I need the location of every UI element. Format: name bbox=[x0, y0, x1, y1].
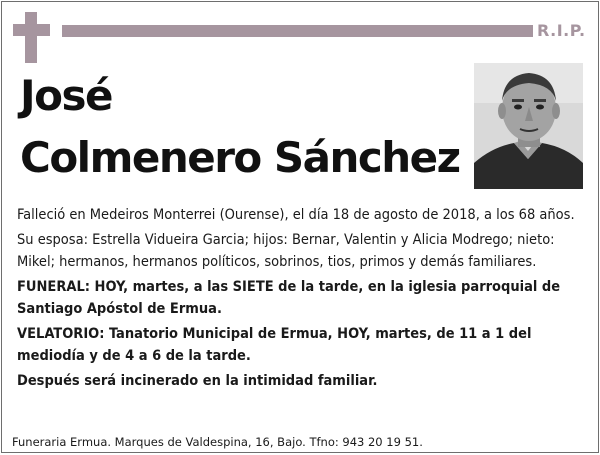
cross-icon-bar bbox=[13, 24, 50, 36]
wake-paragraph: VELATORIO: Tanatorio Municipal de Ermua, HOY, martes, de 11 a 1 del mediodía y de 4 a 6 de la tarde. bbox=[17, 326, 532, 364]
portrait-photo-icon bbox=[474, 63, 583, 189]
deceased-surnames: Colmenero Sánchez bbox=[20, 133, 460, 182]
obituary-body bbox=[17, 204, 582, 395]
family-paragraph: Su esposa: Estrella Vidueira Garcia; hijos: Bernar, Valentin y Alicia Modrego; nieto: Mikel; hermanos, hermanos políticos, sobrinos, tios, primos y demás familiares. bbox=[17, 232, 555, 270]
deceased-first-name: José bbox=[20, 71, 112, 120]
cremation-paragraph: Después será incinerado en la intimidad familiar. bbox=[17, 373, 378, 389]
death-notice-paragraph: Falleció en Medeiros Monterrei (Ourense), el día 18 de agosto de 2018, a los 68 años. bbox=[17, 207, 575, 223]
funeral-paragraph: FUNERAL: HOY, martes, a las SIETE de la tarde, en la iglesia parroquial de Santiago Apóstol de Ermua. bbox=[17, 279, 561, 317]
rip-label: R.I.P. bbox=[537, 21, 586, 40]
funeral-home-footer: Funeraria Ermua. Marques de Valdespina, 16, Bajo. Tfno: 943 20 19 51. bbox=[12, 435, 423, 449]
obituary-card bbox=[1, 1, 599, 453]
header-divider bbox=[62, 25, 533, 37]
cross-icon bbox=[25, 12, 37, 63]
